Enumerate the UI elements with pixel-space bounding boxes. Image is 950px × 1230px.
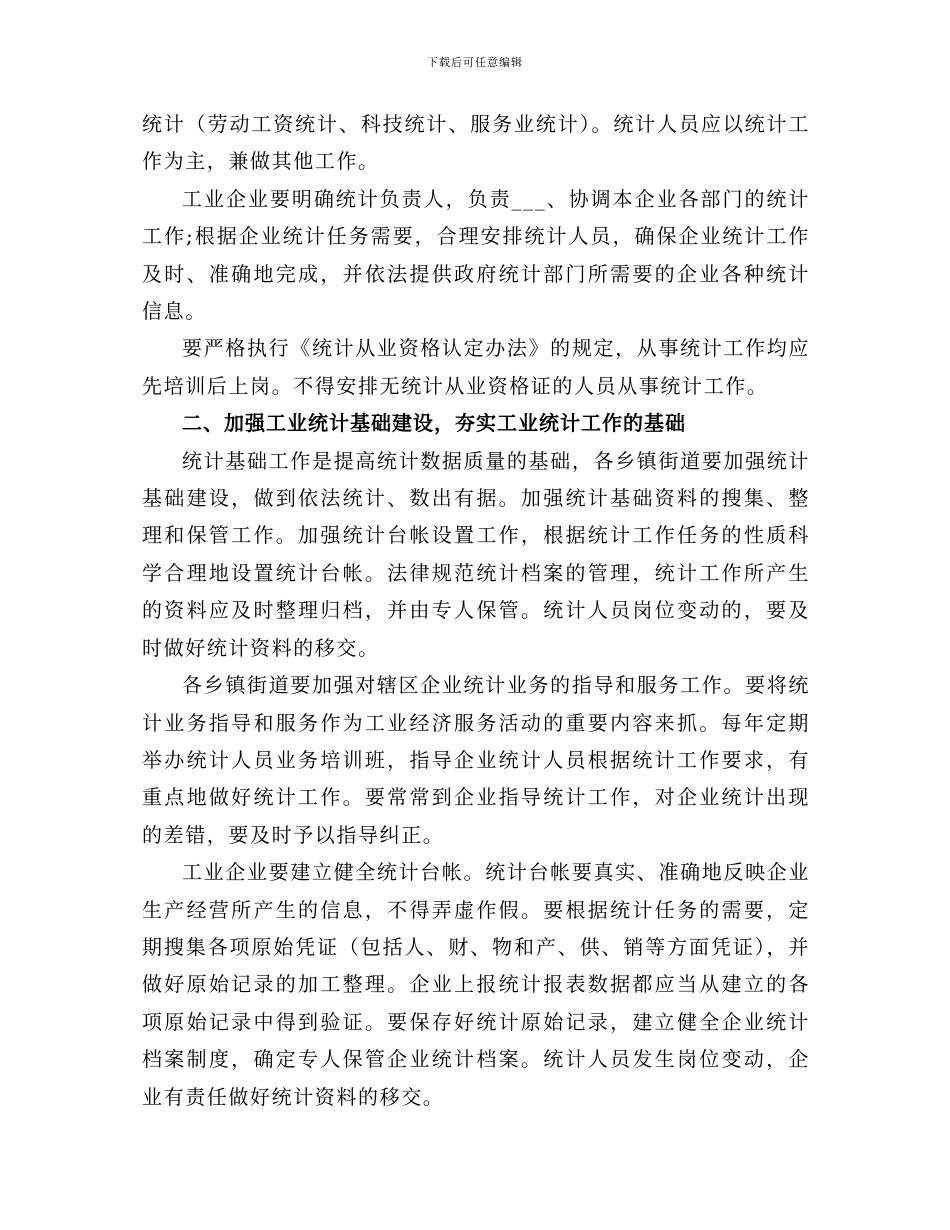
paragraph: 工业企业要明确统计负责人，负责___、协调本企业各部门的统计工作;根据企业统计任务需要，合理安排统计人员，确保企业统计工作及时、准确地完成，并依法提供政府统计部门所需要的企业各种统计信息。: [142, 186, 810, 324]
paragraph: 工业企业要建立健全统计台帐。统计台帐要真实、准确地反映企业生产经营所产生的信息，不得弄虚作假。要根据统计任务的需要，定期搜集各项原始凭证（包括人、财、物和产、供、销等方面凭证），并做好原始记录的加工整理。企业上报统计报表数据都应当从建立的各项原始记录中得到验证。要保存好统计原始记录，建立健全企业统计档案制度，确定专人保管企业统计档案。统计人员发生岗位变动，企业有责任做好统计资料的移交。: [142, 860, 810, 1109]
paragraph: 要严格执行《统计从业资格认定办法》的规定，从事统计工作均应先培训后上岗。不得安排无统计从业资格证的人员从事统计工作。: [142, 336, 810, 398]
paragraph: 统计（劳动工资统计、科技统计、服务业统计）。统计人员应以统计工作为主，兼做其他工作。: [142, 112, 810, 174]
paragraph: 统计基础工作是提高统计数据质量的基础，各乡镇街道要加强统计基础建设，做到依法统计、数出有据。加强统计基础资料的搜集、整理和保管工作。加强统计台帐设置工作，根据统计工作任务的性质科学合理地设置统计台帐。法律规范统计档案的管理，统计工作所产生的资料应及时整理归档，并由专人保管。统计人员岗位变动的，要及时做好统计资料的移交。: [142, 448, 810, 660]
paragraph: 各乡镇街道要加强对辖区企业统计业务的指导和服务工作。要将统计业务指导和服务作为工业经济服务活动的重要内容来抓。每年定期举办统计人员业务培训班，指导企业统计人员根据统计工作要求，有重点地做好统计工作。要常常到企业指导统计工作，对企业统计出现的差错，要及时予以指导纠正。: [142, 673, 810, 847]
document-body: [142, 106, 810, 1116]
section-heading: 二、加强工业统计基础建设，夯实工业统计工作的基础: [182, 411, 686, 436]
header-note: 下载后可任意编辑: [427, 56, 523, 69]
